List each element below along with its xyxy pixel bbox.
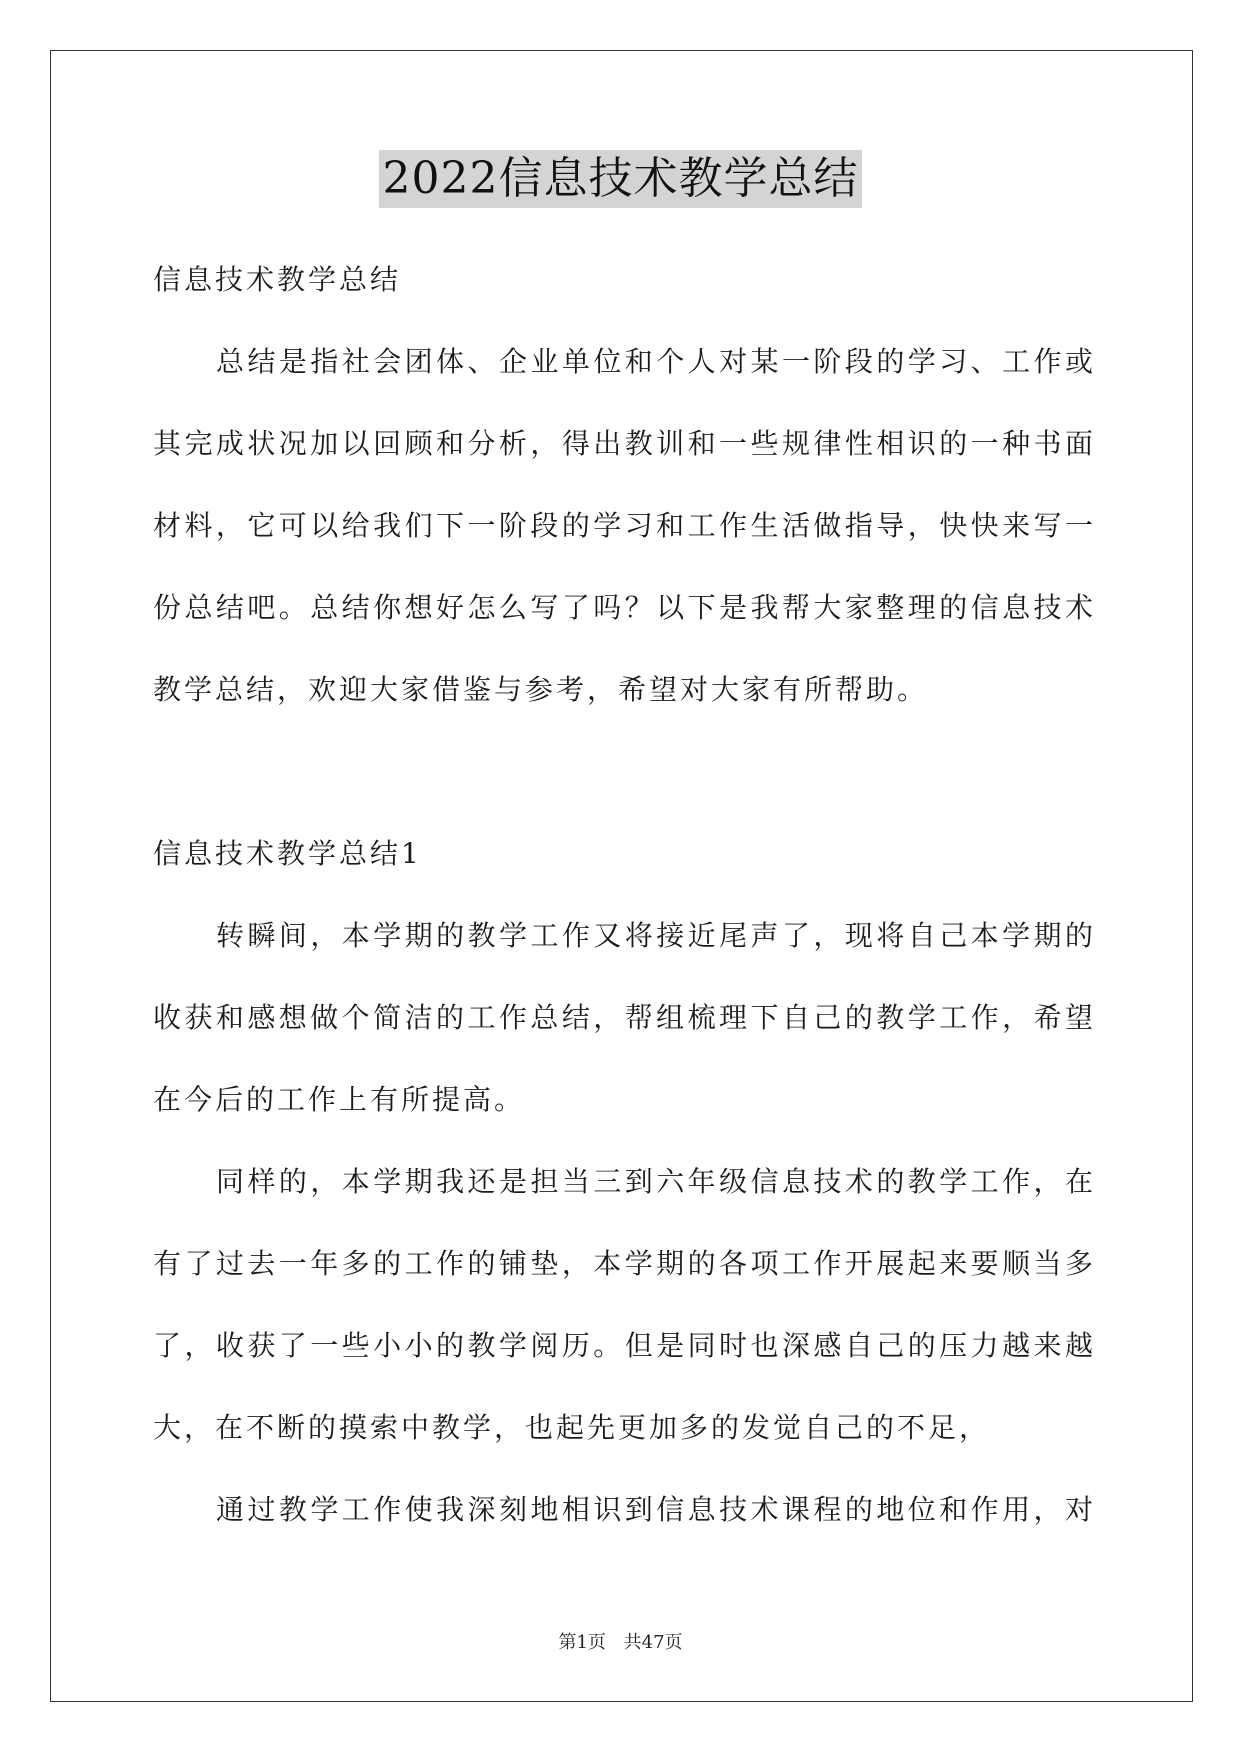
paragraph-line: 同样的，本学期我还是担当三到六年级信息技术的教学工作，在 xyxy=(216,1165,1093,1198)
paragraph-line: 收获和感想做个简洁的工作总结，帮组梳理下自己的教学工作，希望 xyxy=(153,1001,1093,1034)
intro-heading: 信息技术教学总结 xyxy=(153,263,402,296)
section-heading: 信息技术教学总结1 xyxy=(153,837,422,870)
paragraph-line: 通过教学工作使我深刻地相识到信息技术课程的地位和作用，对 xyxy=(216,1493,1093,1526)
paragraph-line: 有了过去一年多的工作的铺垫，本学期的各项工作开展起来要顺当多 xyxy=(153,1247,1093,1280)
total-pages: 共47页 xyxy=(623,1632,683,1653)
paragraph-line: 总结是指社会团体、企业单位和个人对某一阶段的学习、工作或 xyxy=(216,345,1093,378)
document-body xyxy=(153,239,1093,1551)
title-container xyxy=(0,150,1241,208)
paragraph-line: 份总结吧。总结你想好怎么写了吗？以下是我帮大家整理的信息技术 xyxy=(153,591,1093,624)
paragraph-line: 在今后的工作上有所提高。 xyxy=(153,1083,526,1116)
paragraph-line: 其完成状况加以回顾和分析，得出教训和一些规律性相识的一种书面 xyxy=(153,427,1093,460)
page-footer xyxy=(0,1628,1241,1654)
section-gap xyxy=(153,731,1093,813)
document-title: 2022信息技术教学总结 xyxy=(379,150,863,208)
paragraph-line: 材料，它可以给我们下一阶段的学习和工作生活做指导，快快来写一 xyxy=(153,509,1093,542)
paragraph-line: 教学总结，欢迎大家借鉴与参考，希望对大家有所帮助。 xyxy=(153,673,929,706)
paragraph-line: 了，收获了一些小小的教学阅历。但是同时也深感自己的压力越来越 xyxy=(153,1329,1093,1362)
paragraph-line: 转瞬间，本学期的教学工作又将接近尾声了，现将自己本学期的 xyxy=(216,919,1093,952)
page-number: 第1页 xyxy=(558,1632,606,1653)
paragraph-line: 大，在不断的摸索中教学，也起先更加多的发觉自己的不足， xyxy=(153,1411,991,1444)
